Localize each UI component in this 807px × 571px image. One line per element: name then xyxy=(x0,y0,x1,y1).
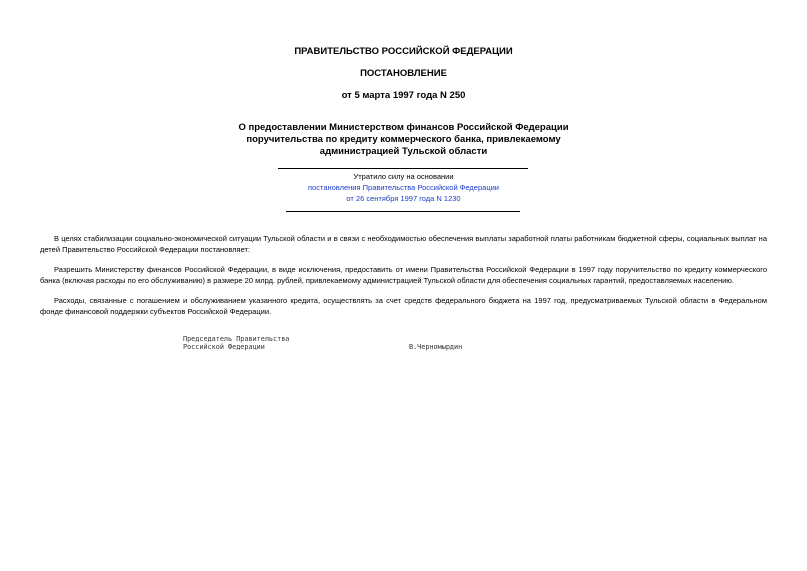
body-paragraph: В целях стабилизации социально-экономической ситуации Тульской области и в связи с необходимостью обеспечения выплаты заработной платы работникам бюджетной сферы, социальных выплат на детей Правительство Российской Федерации постановляет: xyxy=(40,234,767,254)
signatory-position: Председатель Правительства xyxy=(183,335,290,343)
document-title xyxy=(0,122,807,158)
status-note: Утратило силу на основании xyxy=(353,172,454,181)
document-title-line: поручительства по кредиту коммерческого банка, привлекаемому xyxy=(246,134,561,145)
document-date-number: от 5 марта 1997 года N 250 xyxy=(341,90,466,101)
body-paragraph: Расходы, связанные с погашением и обслуживанием указанного кредита, осуществлять за счет средств федерального бюджета на 1997 год, предусматриваемых Тульской области в Федеральном фонде финансовой поддержки субъектов Российской Федерации. xyxy=(40,296,767,316)
signatory-position-line2: Российской Федерации xyxy=(183,343,265,351)
issuing-authority: ПРАВИТЕЛЬСТВО РОССИЙСКОЙ ФЕДЕРАЦИИ xyxy=(294,46,513,57)
status-divider-top xyxy=(278,168,528,169)
repealing-act-link-date[interactable]: от 26 сентября 1997 года N 1230 xyxy=(346,194,461,203)
document-title-line: О предоставлении Министерством финансов Российской Федерации xyxy=(238,122,569,133)
document-type: ПОСТАНОВЛЕНИЕ xyxy=(360,68,447,79)
body-paragraph: Разрешить Министерству финансов Российской Федерации, в виде исключения, предоставить от имени Правительства Российской Федерации в 1997 году поручительство по кредиту коммерческого банка (включая расходы по его обслуживанию) в размере 20 млрд. рублей, привлекаемому администрацией Тульской области для обеспечения социальных гарантий, предоставляемых населению. xyxy=(40,265,767,285)
document-title-line: администрацией Тульской области xyxy=(319,146,488,157)
repealing-act-link[interactable]: постановления Правительства Российской Федерации xyxy=(307,183,499,192)
signatory-name: В.Черномырдин xyxy=(409,343,463,351)
status-divider-bottom xyxy=(286,211,520,212)
